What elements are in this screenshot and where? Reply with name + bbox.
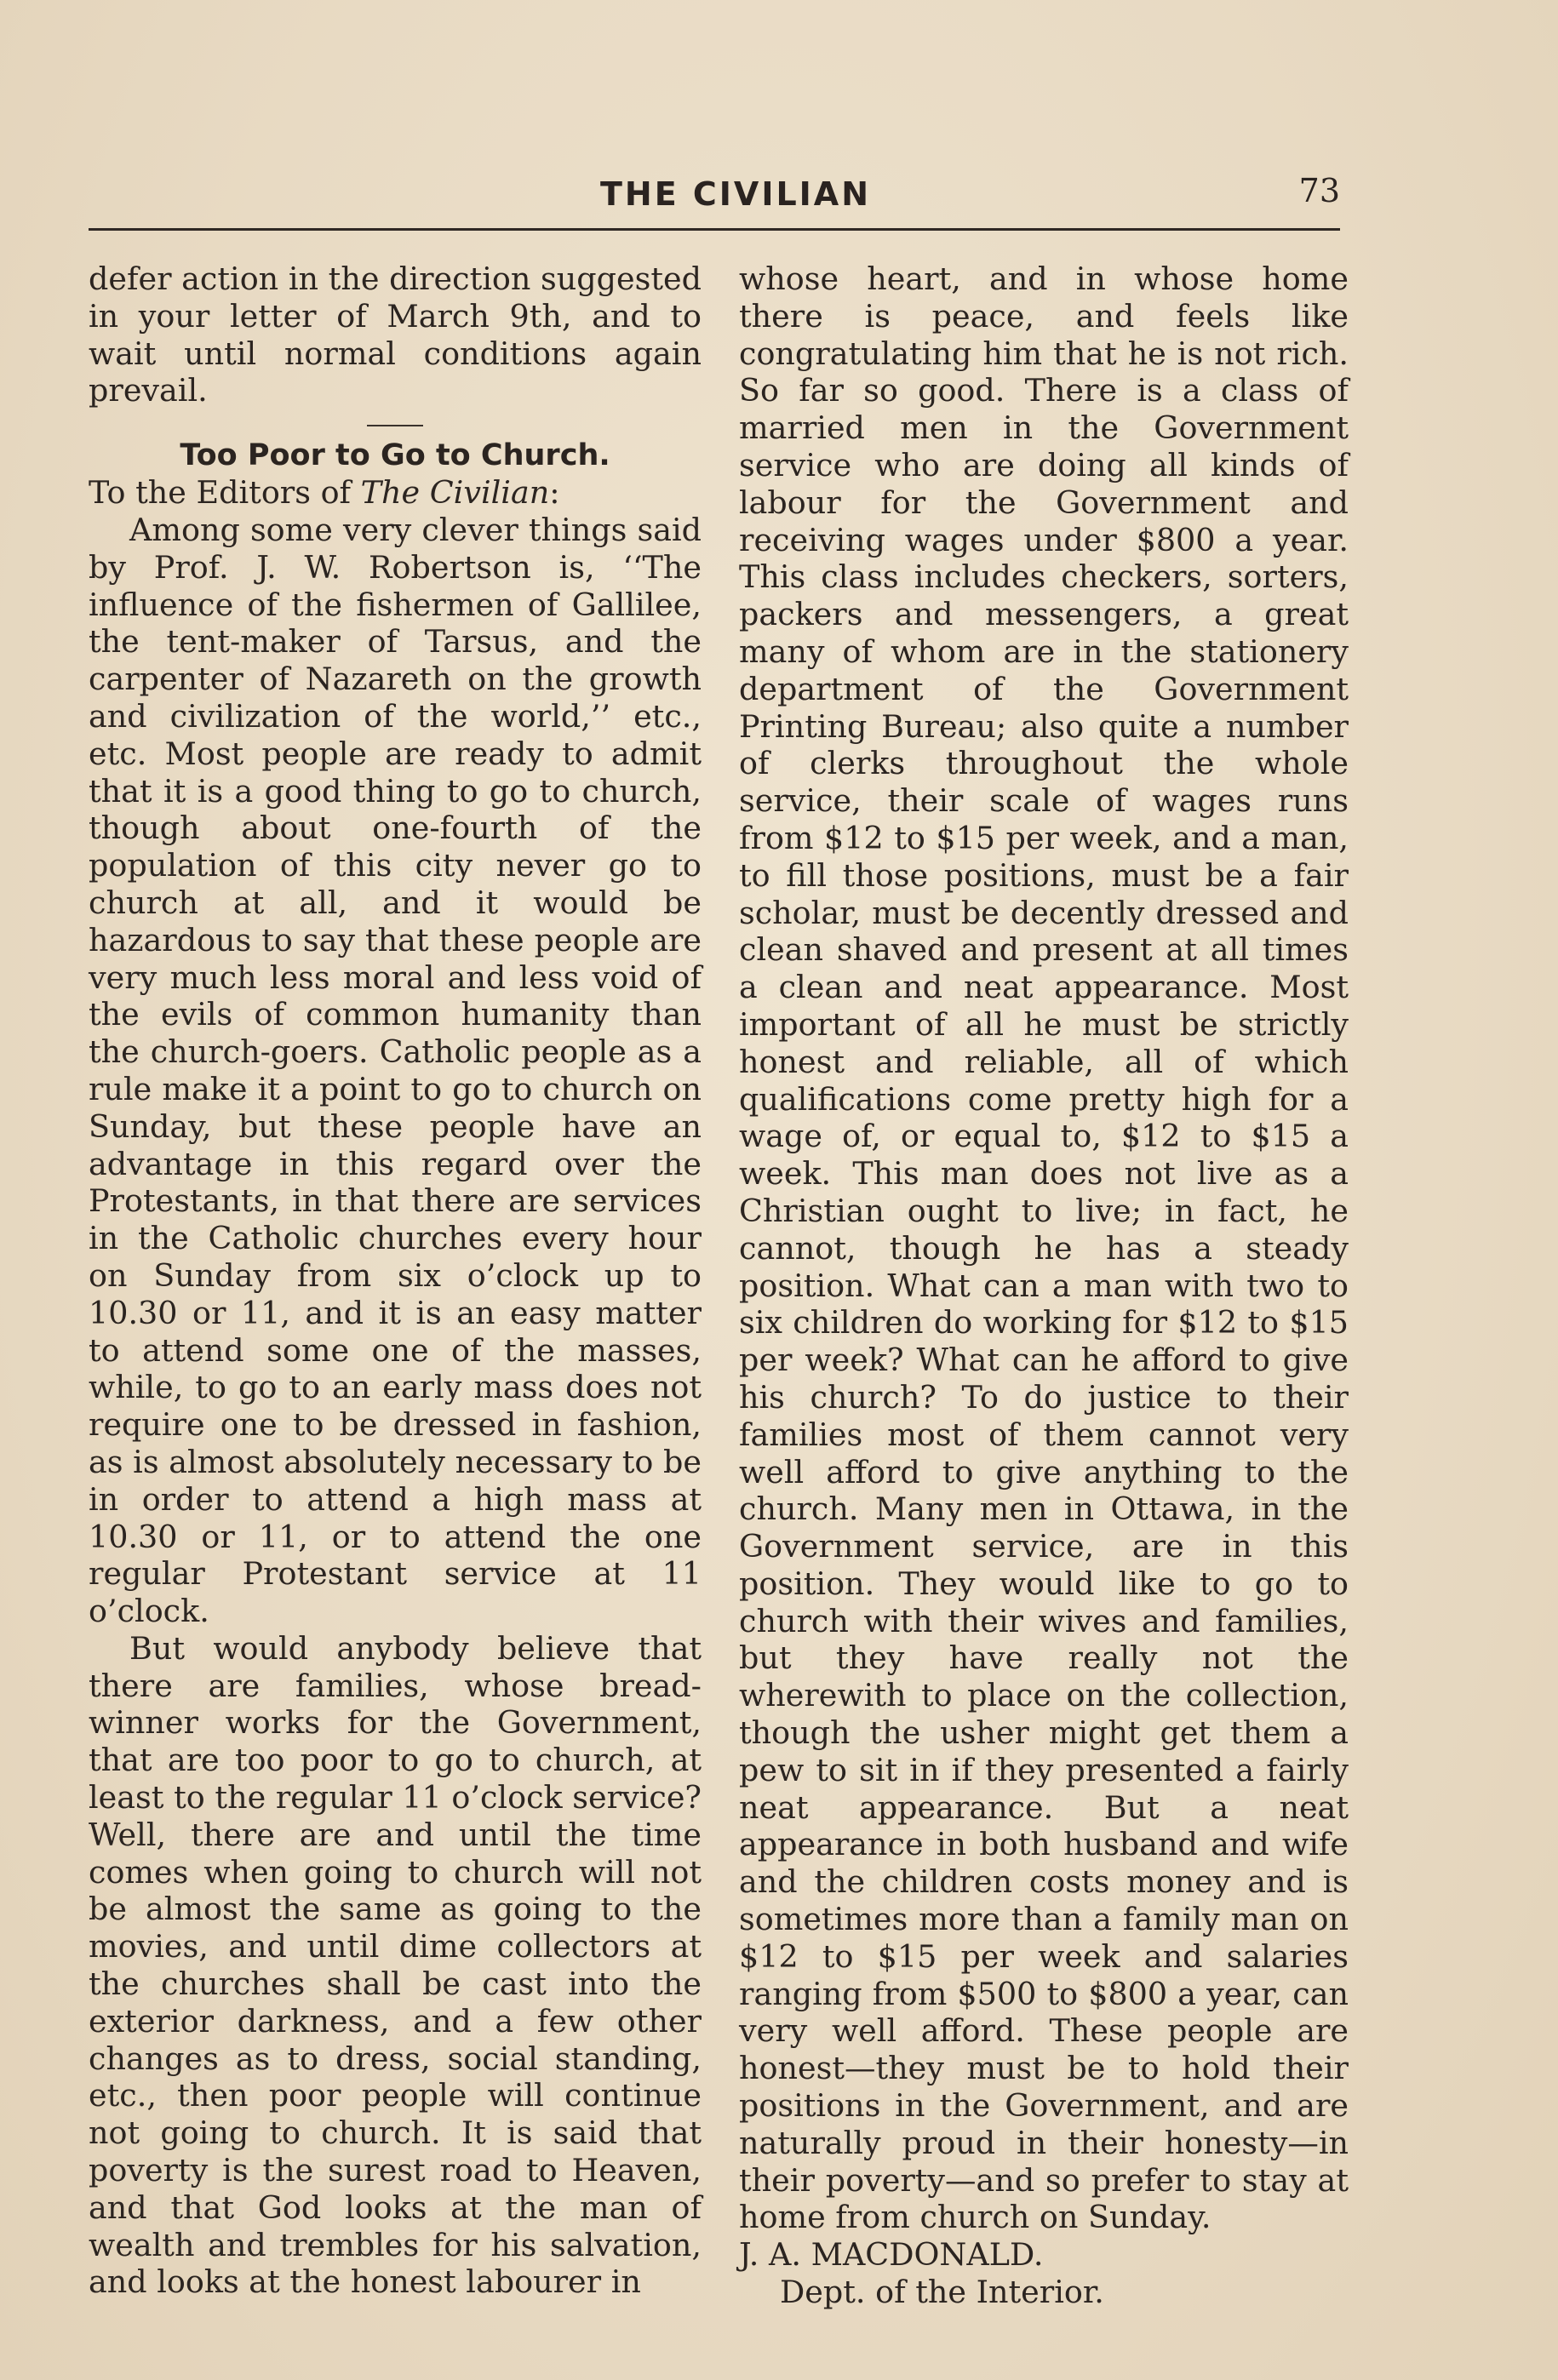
page-header: [89, 172, 1340, 223]
body-paragraph: Among some very clever things said by Prof. J. W. Robertson is, ‘‘The influence of the fishermen of Gallilee, the tent-maker of Tarsus, and the carpenter of Nazareth on the growth and civilization of the world,’’ etc., etc. Most people are ready to admit that it is a good thing to go to church, though about one-fourth of the population of this city never go to church at all, and it would be hazardous to say that these people are very much less moral and less void of the evils of common humanity than the church-goers. Catholic people as a rule make it a point to go to church on Sunday, but these people have an advantage in this regard over the Protestants, in that there are services in the Catholic churches every hour on Sunday from six o’clock up to 10.30 or 11, and it is an easy matter to attend some one of the masses, while, to go to an early mass does not require one to be dressed in fashion, as is almost absolutely necessary to be in order to attend a high mass at 10.30 or 11, or to attend the one regular Protestant service at 11 o’clock.: [89, 511, 702, 1630]
department: Dept. of the Interior.: [780, 2274, 1104, 2311]
body-paragraph: But would anybody believe that there are families, whose bread-winner works for the Government, that are too poor to go to church, at least to the regular 11 o’clock service? Well, there are and until the time comes when going to church will not be almost the same as going to the movies, and until dime collectors at the churches shall be cast into the exterior darkness, and a few other changes as to dress, social standing, etc., then poor people will continue not going to church. It is said that poverty is the surest road to Heaven, and that God looks at the man of wealth and trembles for his salvation, and looks at the honest labourer in: [89, 1629, 702, 2301]
header-rule: [89, 228, 1340, 231]
right-column: [739, 260, 1349, 2311]
page-number: 73: [1298, 172, 1340, 209]
salutation: [89, 474, 702, 512]
section-divider: [367, 425, 423, 426]
salutation-prefix: To the Editors of: [89, 474, 352, 512]
publication-name: The Civilian: [360, 474, 550, 512]
left-column: [89, 260, 702, 2301]
continued-paragraph: defer action in the direction suggested in your letter of March 9th, and to wait until normal conditions again prevail.: [89, 260, 702, 409]
salutation-suffix: :: [549, 474, 560, 512]
article-title: Too Poor to Go to Church.: [180, 438, 610, 473]
body-paragraph: whose heart, and in whose home there is peace, and feels like congratulating him that he is not rich. So far so good. There is a class of married men in the Government service who are doing all kinds of labour for the Government and receiving wages under $800 a year. This class includes checkers, sorters, packers and messengers, a great many of whom are in the stationery department of the Government Printing Bureau; also quite a number of clerks throughout the whole service, their scale of wages runs from $12 to $15 per week, and a man, to fill those positions, must be a fair scholar, must be decently dressed and clean shaved and present at all times a clean and neat appearance. Most important of all he must be strictly honest and reliable, all of which qualifications come pretty high for a wage of, or equal to, $12 to $15 a week. This man does not live as a Christian ought to live; in fact, he cannot, though he has a steady position. What can a man with two to six children do working for $12 to $15 per week? What can he afford to give his church? To do justice to their families most of them cannot very well afford to give anything to the church. Many men in Ottawa, in the Government service, are in this position. They would like to go to church with their wives and families, but they have really not the wherewith to place on the collection, though the usher might get them a pew to sit in if they presented a fairly neat appearance. But a neat appearance in both husband and wife and the children costs money and is sometimes more than a family man on $12 to $15 per week and salaries ranging from $500 to $800 a year, can very well afford. These people are honest—they must be to hold their positions in the Government, and are naturally proud in their honesty—in their poverty—and so prefer to stay at home from church on Sunday.: [739, 260, 1349, 2236]
signature: J. A. MACDONALD.: [739, 2236, 1044, 2274]
masthead: THE CIVILIAN: [599, 175, 872, 213]
